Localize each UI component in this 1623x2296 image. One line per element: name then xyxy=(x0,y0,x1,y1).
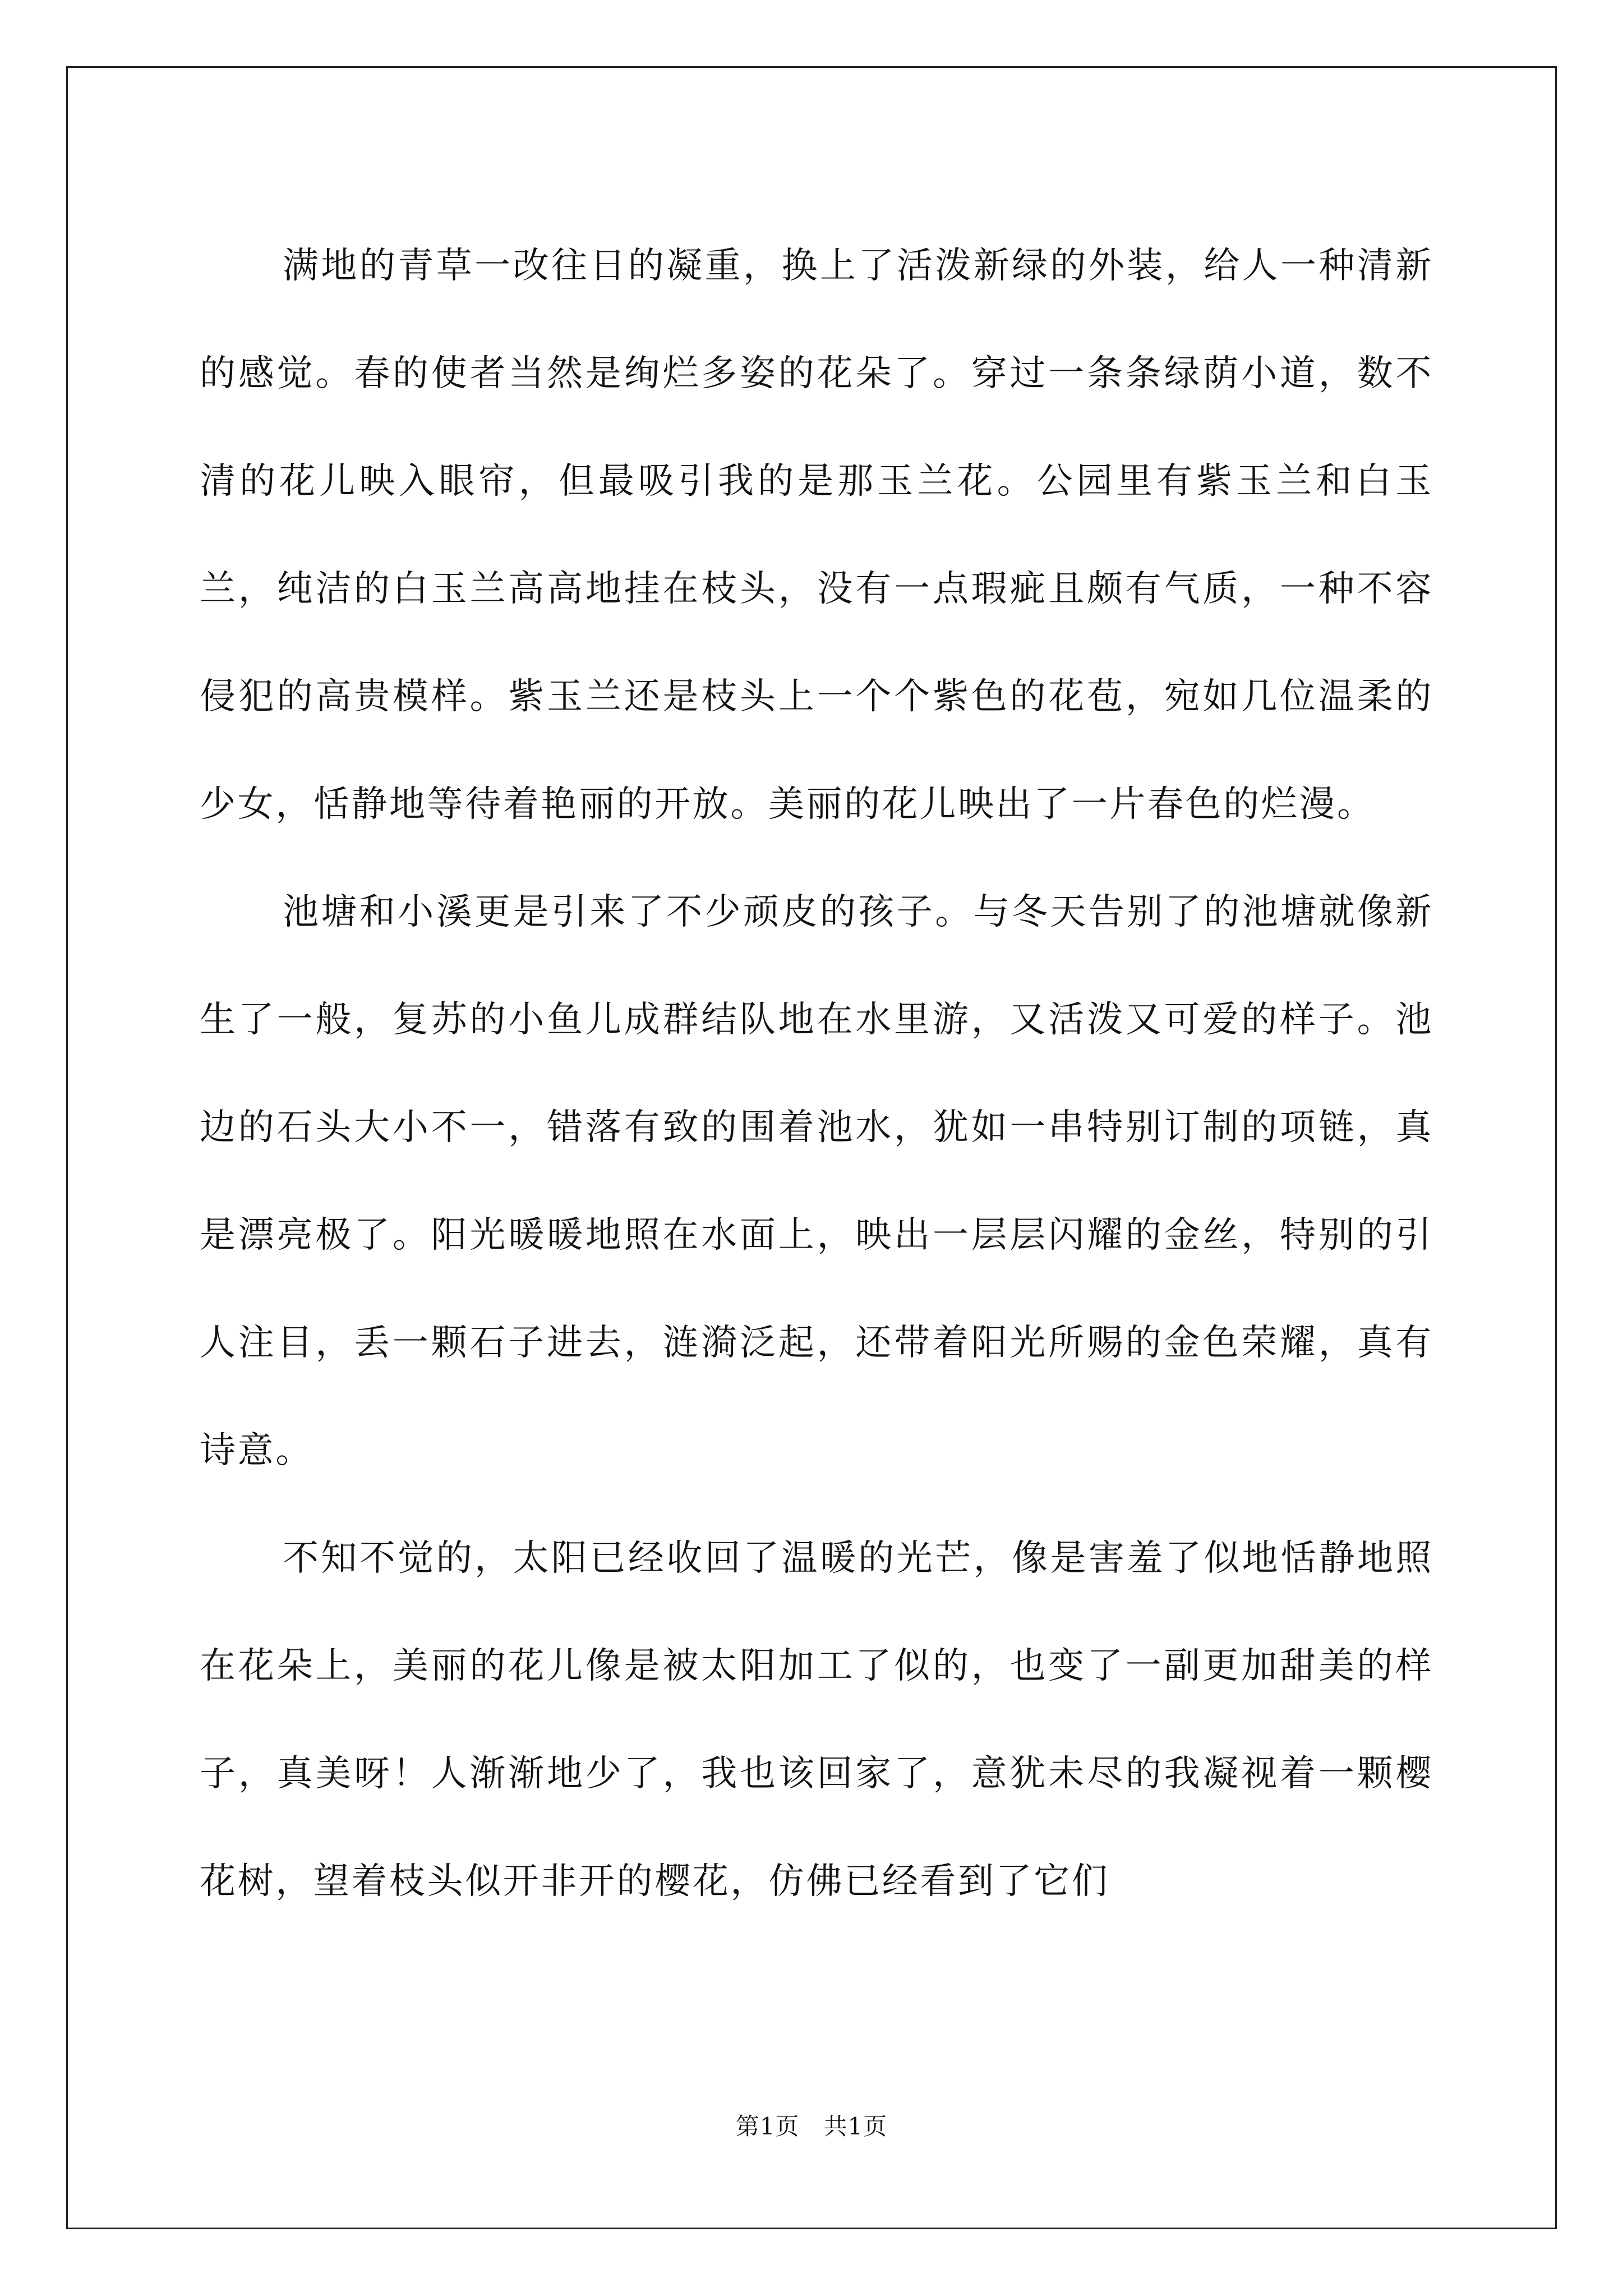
document-body xyxy=(200,212,1433,1935)
paragraph-3: 不知不觉的，太阳已经收回了温暖的光芒，像是害羞了似地恬静地照在花朵上，美丽的花儿像是被太阳加工了似的，也变了一副更加甜美的样子，真美呀！人渐渐地少了，我也该回家了，意犹未尽的我凝视着一颗樱花树，望着枝头似开非开的樱花，仿佛已经看到了它们 xyxy=(200,1538,1433,1902)
paragraph-2: 池塘和小溪更是引来了不少顽皮的孩子。与冬天告别了的池塘就像新生了一般，复苏的小鱼儿成群结队地在水里游，又活泼又可爱的样子。池边的石头大小不一，错落有致的围着池水，犹如一串特别订制的项链，真是漂亮极了。阳光暖暖地照在水面上，映出一层层闪耀的金丝，特别的引人注目，丢一颗石子进去，涟漪泛起，还带着阳光所赐的金色荣耀，真有诗意。 xyxy=(200,891,1433,1471)
paragraph-1: 满地的青草一改往日的凝重，换上了活泼新绿的外装，给人一种清新的感觉。春的使者当然是绚烂多姿的花朵了。穿过一条条绿荫小道，数不清的花儿映入眼帘，但最吸引我的是那玉兰花。公园里有紫玉兰和白玉兰，纯洁的白玉兰高高地挂在枝头，没有一点瑕疵且颇有气质，一种不容侵犯的高贵模样。紫玉兰还是枝头上一个个紫色的花苞，宛如几位温柔的少女，恬静地等待着艳丽的开放。美丽的花儿映出了一片春色的烂漫。 xyxy=(200,245,1433,825)
page-footer: 第1页 共1页 xyxy=(735,2113,888,2140)
